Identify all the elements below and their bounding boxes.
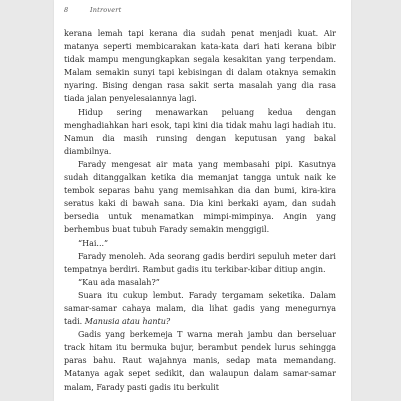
book-title: Introvert [90,6,122,14]
body-text [64,27,336,394]
paragraph-7 [64,289,336,328]
paragraph-2: Hidup sering menawarkan peluang kedua dengan menghadiahkan hari esok, tapi kini dia tidak mahu lagi hadiah itu. Namun dia masih runsing dengan keputusan yang bakal diambilnya. [64,107,336,156]
running-header [64,6,341,18]
paragraph-3: Farady mengesat air mata yang membasahi pipi. Kasutnya sudah ditanggalkan ketika dia memanjat tangga untuk naik ke tembok separas bahu yang memisahkan dia dan bumi, kira-kira seratus kaki di bawah sana. Dia kini berkaki ayam, dan sudah bersedia untuk menamatkan mimpi-mimpinya. Angin yang berhembus buat tubuh Farady semakin menggigil. [64,159,336,235]
paragraph-1: kerana lemah tapi kerana dia sudah penat menjadi kuat. Air matanya seperti membicarakan kata-kata dari hati kerana bibir tidak mampu mengungkapkan segala kesakitan yang terpendam. Malam semakin sunyi tapi kebisingan di dalam otaknya semakin nyaring. Bising dengan rasa sakit serta masalah yang dia rasa tiada jalan penyelesaiannya lagi. [64,29,336,104]
dialogue-masalah: “Kau ada masalah?” [78,277,160,287]
dialogue-hai: “Hai...” [78,238,109,248]
book-page [54,0,351,401]
paragraph-5: Farady menoleh. Ada seorang gadis berdiri sepuluh meter dari tempatnya berdiri. Rambut gadis itu terkibar-kibar ditiup angin. [64,251,336,274]
paragraph-8: Gadis yang berkemeja T warna merah jambu dan berseluar track hitam itu bermuka bujur, berambut pendek lurus sehingga paras bahu. Raut wajahnya manis, sedap mata memandang. Matanya agak sepet sedikit, dan walaupun dalam samar-samar malam, Farady pasti gadis itu berkulit [64,330,336,392]
paragraph-7-text: Suara itu cukup lembut. Farady tergamam seketika. Dalam samar-samar cahaya malam, dia lihat gadis yang menegurnya tadi. [64,290,336,327]
paragraph-7-italic: Manusia atau hantu? [84,317,171,327]
page-number: 8 [64,6,69,14]
